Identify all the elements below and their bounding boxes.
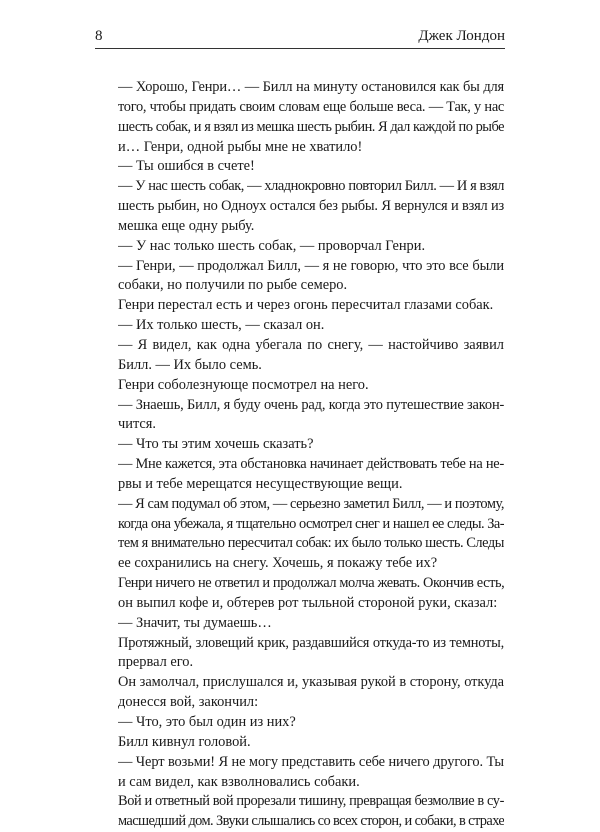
text-line: и… Генри, одной рыбы мне не хватило! bbox=[118, 138, 363, 155]
text-line: шесть рыбин, но Одноух остался без рыбы. Я вернулся и взял из bbox=[118, 198, 504, 215]
text-line: рвы и тебе мерещатся несуществующие вещи. bbox=[118, 475, 403, 492]
text-line: и сам видел, как взволновались собаки. bbox=[118, 773, 360, 790]
page-header bbox=[95, 24, 505, 49]
text-line: — Черт возьми! Я не могу представить себе ничего другого. Ты bbox=[118, 753, 504, 770]
text-line: — Мне кажется, эта обстановка начинает действовать тебе на не- bbox=[118, 456, 504, 473]
text-line: Билл кивнул головой. bbox=[118, 733, 251, 750]
text-line: Генри перестал есть и через огонь пересчитал глазами собак. bbox=[118, 297, 494, 314]
text-line: — У нас шесть собак, — хладнокровно повторил Билл. — И я взял bbox=[118, 178, 504, 195]
text-line: — Значит, ты думаешь… bbox=[118, 614, 272, 631]
text-line: Он замолчал, прислушался и, указывая рукой в сторону, откуда bbox=[118, 674, 504, 691]
text-line: того, чтобы придать своим словам еще больше веса. — Так, у нас bbox=[118, 98, 504, 115]
text-line: — Что, это был один из них? bbox=[118, 714, 296, 730]
page-number: 8 bbox=[95, 28, 103, 44]
text-line: собаки, но получили по рыбе семеро. bbox=[118, 277, 348, 294]
text-line: — Хорошо, Генри… — Билл на минуту остановился как бы для bbox=[118, 79, 504, 95]
text-line: шесть собак, и я взял из мешка шесть рыбин. Я дал каждой по рыбе bbox=[118, 118, 504, 135]
running-head-author: Джек Лондон bbox=[418, 28, 505, 44]
text-line: Протяжный, зловещий крик, раздавшийся откуда-то из темноты, bbox=[118, 634, 504, 651]
text-line: — У нас только шесть собак, — проворчал Генри. bbox=[118, 237, 426, 254]
text-line: — Генри, — продолжал Билл, — я не говорю, что это все были bbox=[118, 257, 504, 274]
text-line: он выпил кофе и, обтерев рот тыльной стороной руки, сказал: bbox=[118, 594, 498, 611]
text-line: — Я видел, как одна убегала по снегу, — настойчиво заявил bbox=[118, 336, 504, 353]
text-line: Билл. — Их было семь. bbox=[118, 356, 262, 373]
text-line: Генри ничего не ответил и продолжал молча жевать. Окончив есть, bbox=[118, 575, 504, 592]
body-text bbox=[118, 78, 504, 832]
text-line: когда она убежала, я тщательно осмотрел снег и нашел ее следы. За- bbox=[118, 515, 504, 532]
text-line: тем я внимательно пересчитал собак: их было только шесть. Следы bbox=[118, 535, 504, 552]
text-line: Генри соболезнующе посмотрел на него. bbox=[118, 376, 369, 393]
text-line: Вой и ответный вой прорезали тишину, превращая безмолвие в су- bbox=[118, 793, 504, 810]
text-line: — Их только шесть, — сказал он. bbox=[118, 317, 325, 334]
text-line: — Ты ошибся в счете! bbox=[118, 158, 255, 175]
text-line: чится. bbox=[118, 416, 157, 433]
text-line: масшедший дом. Звуки слышались со всех сторон, и собаки, в страхе bbox=[118, 813, 504, 830]
text-line: — Знаешь, Билл, я буду очень рад, когда это путешествие закон- bbox=[118, 396, 504, 413]
text-line: — Я сам подумал об этом, — серьезно заметил Билл, — и поэтому, bbox=[118, 495, 504, 512]
text-line: донесся вой, закончил: bbox=[118, 694, 259, 711]
text-line: прервал его. bbox=[118, 654, 194, 671]
text-line: ее сохранились на снегу. Хочешь, я покажу тебе их? bbox=[118, 555, 438, 572]
text-line: — Что ты этим хочешь сказать? bbox=[118, 436, 314, 453]
text-line: мешка еще одну рыбу. bbox=[118, 217, 255, 234]
